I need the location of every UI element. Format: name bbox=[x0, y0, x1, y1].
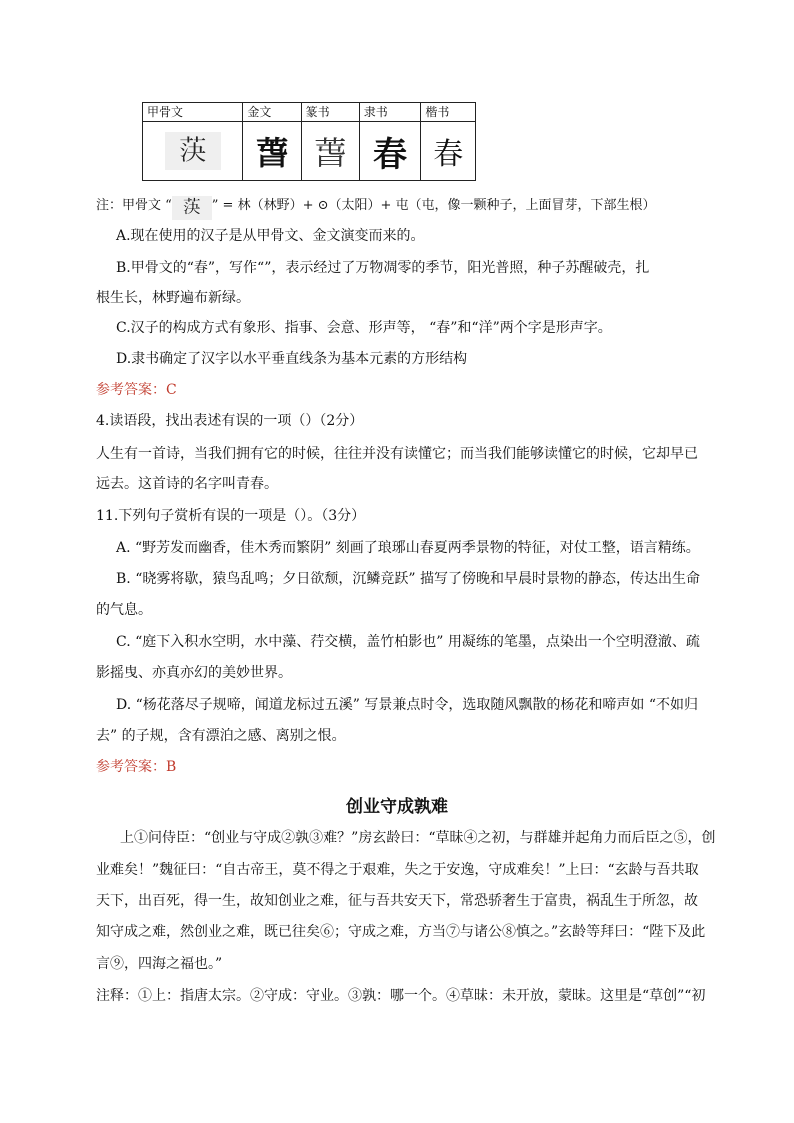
bronze-glyph: 萅 bbox=[255, 134, 288, 172]
table-glyph-row bbox=[143, 122, 476, 181]
script-evolution-table bbox=[142, 102, 476, 181]
q3-option-b-line1: B.甲骨文的“春”，写作“”，表示经过了万物凋零的季节，阳光普照，种子苏醒破壳，扎 bbox=[116, 260, 650, 276]
q4-passage-line2: 远去。这首诗的名字叫青春。 bbox=[96, 476, 278, 492]
q3-option-b-line2: 根生长，林野遍布新绿。 bbox=[96, 290, 250, 306]
passage-line1: 上①问侍臣：“创业与守成②孰③难？”房玄龄曰：“草昧④之初，与群雄并起角力而后臣之⑤，创 bbox=[120, 830, 716, 846]
q11-option-b-line1: B. “晓雾将歇，猿鸟乱鸣；夕日欲颓，沉鳞竞跃” 描写了傍晚和早晨时景物的静态，传达出生命 bbox=[116, 571, 700, 587]
passage-notes: 注释：①上：指唐太宗。②守成：守业。③孰：哪一个。④草昧：未开放，蒙昧。这里是“草创”“初 bbox=[96, 988, 706, 1004]
passage-line2: 业难矣！”魏征曰：“自古帝王，莫不得之于艰难，失之于安逸，守成难矣！”上曰：“玄龄与吾共取 bbox=[96, 862, 699, 878]
q11-option-d-line2: 去” 的子规，含有漂泊之感、离别之恨。 bbox=[96, 728, 346, 744]
clerical-glyph: 春 bbox=[373, 134, 408, 175]
q3-option-d: D.隶书确定了汉字以水平垂直线条为基本元素的方形结构 bbox=[116, 351, 468, 367]
header-seal: 篆书 bbox=[301, 103, 359, 122]
note-rest: ” = 林（林野）+ ⊙（太阳）+ 屯（屯，像一颗种子，上面冒芽，下部生根） bbox=[211, 198, 656, 213]
q11-option-b-line2: 的气息。 bbox=[96, 602, 152, 618]
passage-line5: 言⑨，四海之福也。” bbox=[96, 956, 223, 972]
passage-line3: 天下，出百死，得一生，故知创业之难，征与吾共安天下，常恐骄奢生于富贵，祸乱生于所忽，故 bbox=[96, 893, 698, 909]
cell-oracle bbox=[143, 122, 243, 181]
seal-glyph: 萅 bbox=[314, 134, 347, 172]
q11-answer: 参考答案：B bbox=[96, 759, 177, 775]
table-header-row bbox=[143, 103, 476, 122]
cell-regular bbox=[421, 122, 476, 181]
q11-stem: 11.下列句子赏析有误的一项是（）。（3分） bbox=[96, 508, 366, 524]
header-regular: 楷书 bbox=[421, 103, 476, 122]
header-clerical: 隶书 bbox=[359, 103, 421, 122]
table-note bbox=[96, 196, 656, 220]
note-oracle-glyph-image: 𦯊 bbox=[172, 196, 212, 220]
passage-title: 创业守成孰难 bbox=[346, 797, 448, 817]
header-bronze: 金文 bbox=[243, 103, 301, 122]
q11-option-a: A. “野芳发而幽香，佳木秀而繁阴” 刻画了琅琊山春夏两季景物的特征，对仗工整，语言精练。 bbox=[116, 540, 700, 556]
q3-option-a: A.现在使用的汉子是从甲骨文、金文演变而来的。 bbox=[116, 228, 425, 244]
cell-bronze bbox=[243, 122, 301, 181]
regular-glyph: 春 bbox=[433, 137, 464, 172]
q11-option-c-line2: 影摇曳、亦真亦幻的美妙世界。 bbox=[96, 665, 292, 681]
q4-passage-line1: 人生有一首诗，当我们拥有它的时候，往往并没有读懂它；而当我们能够读懂它的时候，它却早已 bbox=[96, 446, 698, 462]
cell-seal bbox=[301, 122, 359, 181]
passage-line4: 知守成之难，然创业之难，既已往矣⑥；守成之难，方当⑦与诸公⑧慎之。”玄龄等拜曰：“陛下及此 bbox=[96, 924, 706, 940]
q4-stem: 4.读语段，找出表述有误的一项（）（2分） bbox=[96, 413, 364, 429]
q11-option-d-line1: D. “杨花落尽子规啼，闻道龙标过五溪” 写景兼点时令，选取随风飘散的杨花和啼声如 “不如归 bbox=[116, 697, 698, 713]
oracle-glyph-image: 𦯊 bbox=[165, 132, 221, 170]
cell-clerical bbox=[359, 122, 421, 181]
q3-answer: 参考答案：C bbox=[96, 382, 177, 398]
note-prefix: 注：甲骨文 “ bbox=[96, 198, 172, 213]
q3-option-c: C.汉子的构成方式有象形、指事、会意、形声等， “春”和“洋”两个字是形声字。 bbox=[116, 320, 612, 336]
q11-option-c-line1: C. “庭下入积水空明，水中藻、荇交横，盖竹柏影也” 用凝练的笔墨，点染出一个空明澄澈、疏 bbox=[116, 634, 700, 650]
header-oracle: 甲骨文 bbox=[143, 103, 243, 122]
